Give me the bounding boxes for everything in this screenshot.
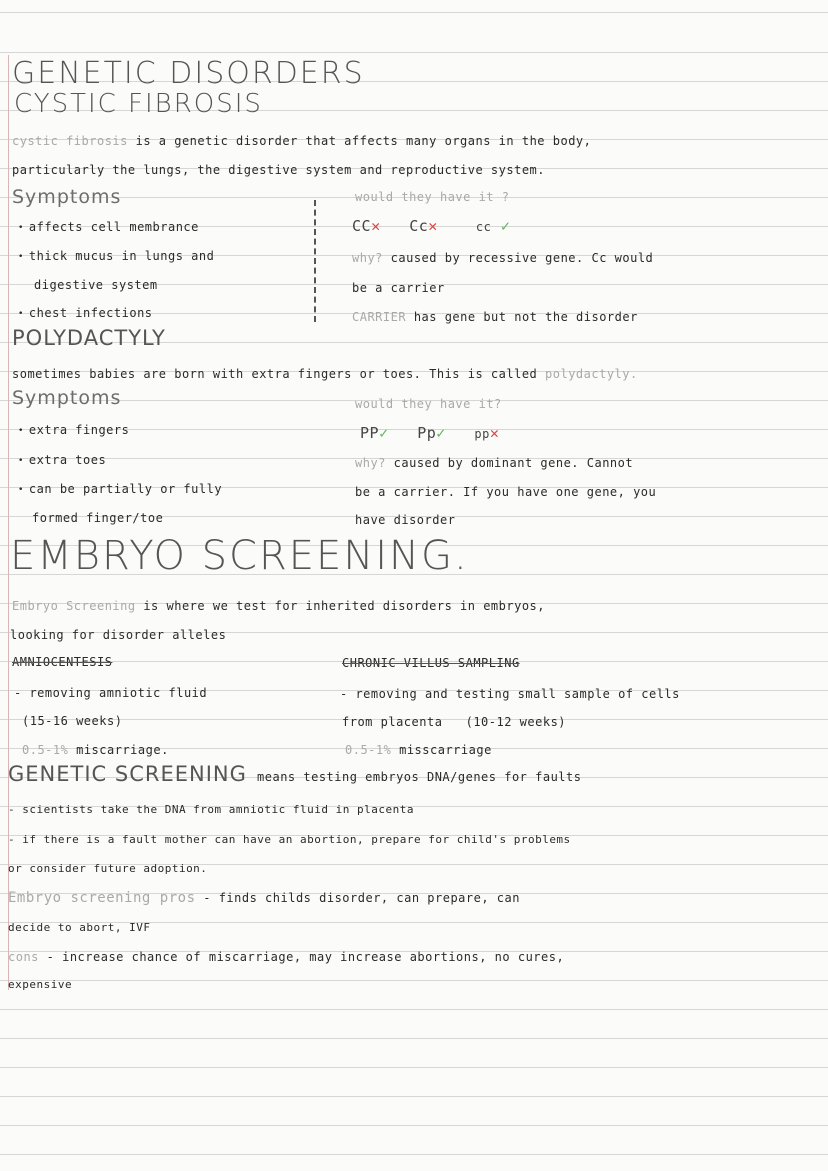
cvs-risk bbox=[345, 743, 492, 757]
gscreen-line-2: - if there is a fault mother can have an abortion, prepare for child's problems bbox=[8, 833, 571, 846]
cf-intro-text: is a genetic disorder that affects many organs in the body, bbox=[135, 134, 592, 148]
cross-icon: ✕ bbox=[489, 424, 500, 442]
column-divider bbox=[314, 200, 316, 322]
poly-why-line-2: be a carrier. If you have one gene, you bbox=[355, 485, 657, 499]
cf-symptom-1: • affects cell membrance bbox=[18, 220, 199, 234]
cf-genotype-2: Cc bbox=[409, 217, 429, 235]
cons-line-2: expensive bbox=[8, 978, 73, 991]
poly-question: would they have it? bbox=[355, 397, 502, 411]
pros-text: - finds childs disorder, can prepare, can bbox=[203, 891, 520, 905]
amniocentesis-heading: AMNIOCENTESIS bbox=[12, 655, 113, 669]
cons-line-1 bbox=[8, 950, 564, 964]
poly-symptoms-heading: Symptoms bbox=[12, 387, 122, 409]
genetic-screening-row bbox=[8, 762, 581, 786]
cross-icon: ✕ bbox=[371, 217, 381, 235]
margin-line bbox=[8, 55, 9, 990]
embryo-line-1 bbox=[12, 599, 545, 613]
cf-symptom-2-cont: digestive system bbox=[34, 278, 158, 292]
cf-question: would they have it ? bbox=[355, 190, 510, 204]
cf-genotypes bbox=[352, 217, 510, 235]
cf-symptoms-heading: Symptoms bbox=[12, 186, 122, 208]
cf-why-line-1 bbox=[352, 251, 653, 265]
amnio-line-2: (15-16 weeks) bbox=[22, 714, 123, 728]
cf-intro-line-2: particularly the lungs, the digestive system and reproductive system. bbox=[12, 163, 545, 177]
cf-why-text: caused by recessive gene. Cc would bbox=[390, 251, 654, 265]
poly-why-line-1 bbox=[355, 456, 633, 470]
cf-genotype-1: CC bbox=[352, 217, 372, 235]
genetic-screening-means: means testing embryos DNA/genes for faults bbox=[257, 770, 582, 784]
cf-why-label: why? bbox=[352, 251, 383, 265]
poly-why-text: caused by dominant gene. Cannot bbox=[393, 456, 634, 470]
cf-symptom-3: • chest infections bbox=[18, 306, 153, 320]
cons-text: - increase chance of miscarriage, may increase abortions, no cures, bbox=[46, 950, 565, 964]
cons-term: cons bbox=[8, 950, 39, 964]
check-icon: ✓ bbox=[379, 424, 389, 442]
cvs-line-1: - removing and testing small sample of cells bbox=[340, 687, 680, 701]
cvs-line-2 bbox=[342, 715, 566, 729]
page-title: GENETIC DISORDERS bbox=[12, 56, 365, 91]
gscreen-line-3: or consider future adoption. bbox=[8, 862, 208, 875]
cross-icon: ✕ bbox=[428, 217, 438, 235]
cvs-risk-text: misscarriage bbox=[399, 743, 492, 757]
gscreen-line-1: - scientists take the DNA from amniotic fluid in placenta bbox=[8, 803, 414, 816]
check-icon: ✓ bbox=[436, 424, 446, 442]
cf-symptom-2: • thick mucus in lungs and bbox=[18, 249, 214, 263]
poly-intro-term: polydactyly. bbox=[545, 367, 638, 381]
poly-symptom-1: • extra fingers bbox=[18, 423, 129, 437]
polydactyly-heading: POLYDACTYLY bbox=[12, 326, 166, 350]
poly-symptom-3: • can be partially or fully bbox=[18, 482, 222, 496]
cf-carrier-word: CARRIER bbox=[352, 310, 407, 324]
check-icon: ✓ bbox=[500, 217, 511, 235]
amnio-risk-pct: 0.5-1% bbox=[22, 743, 69, 757]
cf-carrier-text: has gene but not the disorder bbox=[413, 310, 638, 324]
poly-genotype-3: pp bbox=[474, 427, 490, 441]
cf-intro-line-1 bbox=[12, 134, 591, 148]
poly-intro-text: sometimes babies are born with extra fingers or toes. This is called bbox=[12, 367, 538, 381]
cf-genotype-3: cc bbox=[475, 220, 492, 234]
embryo-text: is where we test for inherited disorders in embryos, bbox=[143, 599, 546, 613]
cvs-weeks: (10-12 weeks) bbox=[465, 715, 567, 729]
embryo-line-2: looking for disorder alleles bbox=[10, 628, 227, 642]
amnio-risk-text: miscarriage. bbox=[76, 743, 169, 757]
cystic-fibrosis-heading: CYSTIC FIBROSIS bbox=[14, 89, 263, 119]
poly-genotypes bbox=[360, 424, 499, 442]
poly-why-line-3: have disorder bbox=[355, 513, 456, 527]
amnio-line-1: - removing amniotic fluid bbox=[14, 686, 208, 700]
embryo-term: Embryo Screening bbox=[12, 599, 136, 613]
pros-line-2: decide to abort, IVF bbox=[8, 921, 151, 934]
poly-genotype-1: PP bbox=[360, 424, 380, 442]
cf-why-line-2: be a carrier bbox=[352, 281, 445, 295]
pros-line-1 bbox=[8, 890, 520, 906]
poly-intro bbox=[12, 367, 638, 381]
poly-symptom-3-cont: formed finger/toe bbox=[32, 511, 164, 525]
cf-intro-term: cystic fibrosis bbox=[12, 134, 128, 148]
cvs-heading: CHRONIC VILLUS SAMPLING bbox=[342, 656, 520, 670]
cvs-line-2-text: from placenta bbox=[342, 715, 443, 729]
cf-carrier-line bbox=[352, 310, 638, 324]
pros-term: Embryo screening pros bbox=[8, 890, 196, 906]
embryo-screening-heading: EMBRYO SCREENING. bbox=[10, 533, 469, 579]
poly-why-label: why? bbox=[355, 456, 386, 470]
cvs-risk-pct: 0.5-1% bbox=[345, 743, 392, 757]
poly-genotype-2: Pp bbox=[417, 424, 437, 442]
poly-symptom-2: • extra toes bbox=[18, 453, 106, 467]
genetic-screening-heading: GENETIC SCREENING bbox=[8, 762, 247, 786]
amnio-risk bbox=[22, 743, 169, 757]
